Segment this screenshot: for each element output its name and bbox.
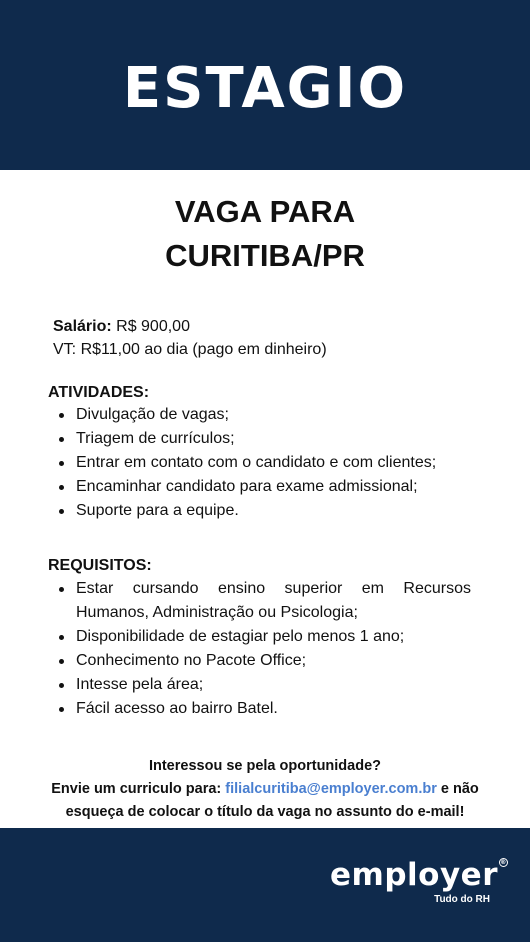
logo-text: employer — [330, 857, 498, 893]
logo-tagline: Tudo do RH — [434, 894, 490, 905]
list-item: Conhecimento no Pacote Office; — [59, 649, 471, 673]
job-title-line-2: CURITIBA/PR — [165, 238, 365, 273]
salary-block — [53, 315, 327, 361]
header-banner — [0, 0, 530, 170]
cta-line-2 — [20, 778, 510, 801]
list-item: Entrar em contato com o candidato e com clientes; — [59, 451, 471, 475]
requisitos-list — [59, 577, 471, 721]
atividades-title: ATIVIDADES: — [48, 384, 150, 401]
list-item: Intesse pela área; — [59, 673, 471, 697]
call-to-action — [20, 755, 510, 824]
job-title-line-1: VAGA PARA — [174, 194, 356, 229]
footer-banner — [0, 828, 530, 942]
salary-label: Salário: — [53, 318, 112, 335]
list-item: Divulgação de vagas; — [59, 403, 471, 427]
email-link[interactable]: filialcuritiba@employer.com.br — [225, 781, 437, 797]
job-title — [0, 190, 530, 278]
list-item: Encaminhar candidato para exame admissional; — [59, 475, 471, 499]
salary-line — [53, 315, 327, 338]
list-item: Fácil acesso ao bairro Batel. — [59, 697, 471, 721]
cta-prefix: Envie um curriculo para: — [51, 781, 226, 797]
list-item: Suporte para a equipe. — [59, 499, 471, 523]
employer-logo — [330, 857, 507, 905]
logo-wordmark — [330, 857, 507, 893]
cta-line-1: Interessou se pela oportunidade? — [148, 758, 382, 774]
list-item: Disponibilidade de estagiar pelo menos 1 ano; — [59, 625, 471, 649]
registered-mark-icon: ® — [500, 859, 507, 866]
header-title: ESTAGIO — [122, 55, 408, 121]
vt-line: VT: R$11,00 ao dia (pago em dinheiro) — [53, 341, 327, 358]
atividades-list — [59, 403, 471, 523]
requisitos-title: REQUISITOS: — [48, 557, 152, 574]
list-item: Triagem de currículos; — [59, 427, 471, 451]
cta-line-3: esqueça de colocar o título da vaga no assunto do e-mail! — [65, 804, 465, 820]
salary-value: R$ 900,00 — [111, 318, 190, 335]
list-item: Estar cursando ensino superior em Recursos Humanos, Administração ou Psicologia; — [59, 577, 471, 625]
cta-suffix: e não — [436, 781, 479, 797]
